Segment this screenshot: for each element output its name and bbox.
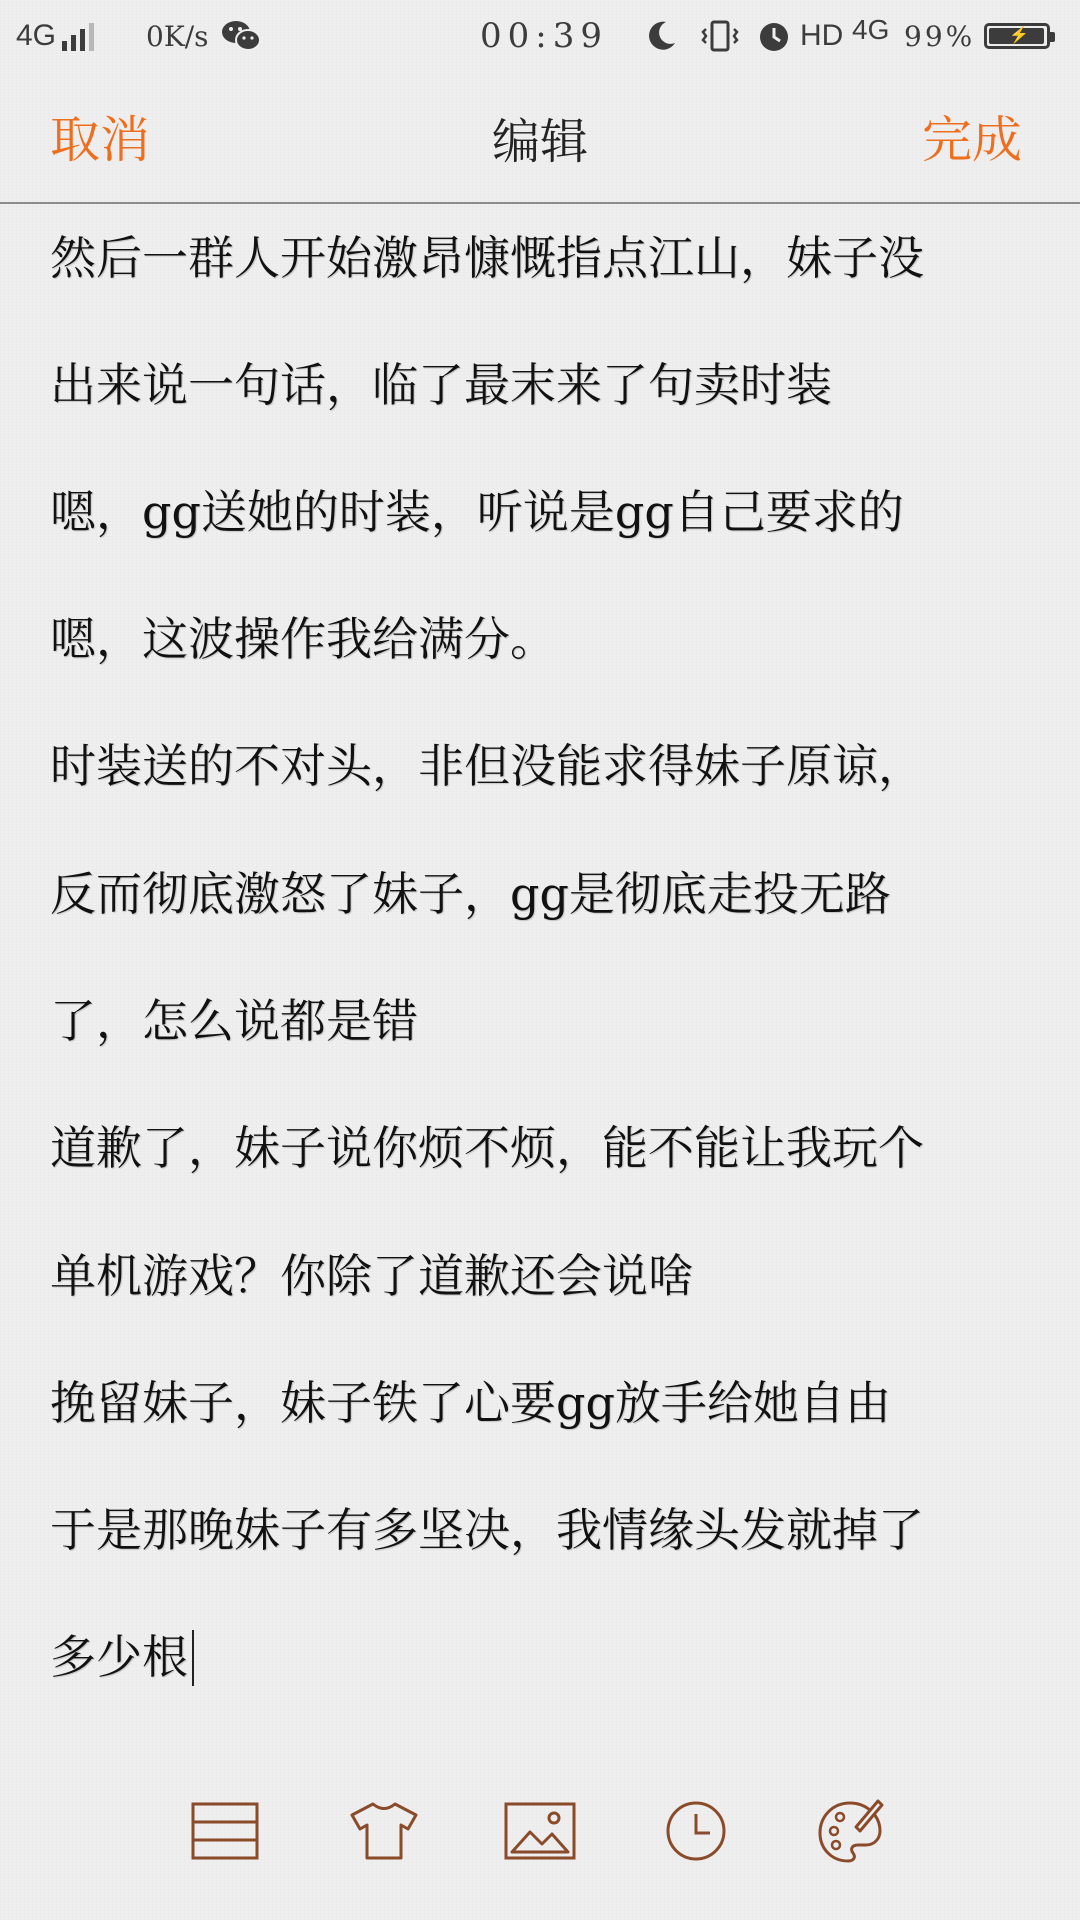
text-line[interactable]: 嗯，gg送她的时装，听说是gg自己要求的 bbox=[50, 485, 904, 539]
moon-icon bbox=[644, 14, 678, 58]
network-type: 4G bbox=[16, 19, 57, 52]
text-cursor bbox=[192, 1630, 194, 1686]
text-line[interactable]: 出来说一句话，临了最末来了句卖时装 bbox=[50, 358, 832, 412]
text-line[interactable]: 于是那晚妹子有多坚决，我情缘头发就掉了 bbox=[50, 1503, 924, 1557]
cancel-button[interactable]: 取消 bbox=[50, 111, 150, 169]
text-line[interactable]: 挽留妹子，妹子铁了心要gg放手给她自由 bbox=[50, 1376, 891, 1430]
insert-image-button[interactable] bbox=[500, 1796, 580, 1866]
text-format-icon bbox=[191, 1802, 259, 1860]
page-title: 编辑 bbox=[491, 114, 588, 170]
battery-icon: ⚡ bbox=[984, 14, 1050, 58]
network-speed: 0K/s bbox=[146, 19, 209, 53]
text-format-button[interactable] bbox=[185, 1796, 265, 1866]
clock-time: 00:39 bbox=[480, 16, 608, 56]
reminder-button[interactable] bbox=[656, 1796, 736, 1866]
status-bar bbox=[0, 0, 1080, 72]
doodle-button[interactable] bbox=[810, 1796, 890, 1866]
text-line[interactable]: 然后一群人开始激昂慷慨指点江山，妹子没 bbox=[50, 231, 924, 285]
clock-icon bbox=[665, 1800, 727, 1862]
signal-icon bbox=[62, 21, 94, 51]
text-line[interactable]: 嗯，这波操作我给满分。 bbox=[50, 612, 556, 666]
text-line[interactable]: 反而彻底激怒了妹子，gg是彻底走投无路 bbox=[50, 867, 891, 921]
text-line[interactable]: 了，怎么说都是错 bbox=[50, 994, 418, 1048]
wechat-icon bbox=[220, 14, 262, 58]
last-text-line[interactable] bbox=[50, 1617, 194, 1697]
done-button[interactable]: 完成 bbox=[922, 111, 1022, 169]
image-icon bbox=[504, 1802, 576, 1860]
network-type-right: 4G bbox=[852, 14, 890, 45]
text-line[interactable]: 道歉了，妹子说你烦不烦，能不能让我玩个 bbox=[50, 1121, 924, 1175]
vibrate-icon bbox=[700, 14, 740, 58]
title-bar bbox=[0, 72, 1080, 204]
text-line-content: 多少根 bbox=[50, 1630, 188, 1684]
alarm-icon bbox=[756, 14, 792, 58]
theme-button[interactable] bbox=[344, 1796, 424, 1866]
note-editor[interactable] bbox=[50, 204, 1050, 1704]
hd-indicator: HD bbox=[800, 19, 844, 52]
bottom-toolbar bbox=[0, 1782, 1080, 1878]
battery-percent: 99% bbox=[904, 19, 976, 53]
paint-palette-icon bbox=[816, 1797, 884, 1865]
text-line[interactable]: 时装送的不对头，非但没能求得妹子原谅， bbox=[50, 739, 924, 793]
text-line[interactable]: 单机游戏？你除了道歉还会说啥 bbox=[50, 1249, 694, 1303]
tshirt-theme-icon bbox=[349, 1801, 419, 1861]
network-signal bbox=[16, 14, 94, 58]
